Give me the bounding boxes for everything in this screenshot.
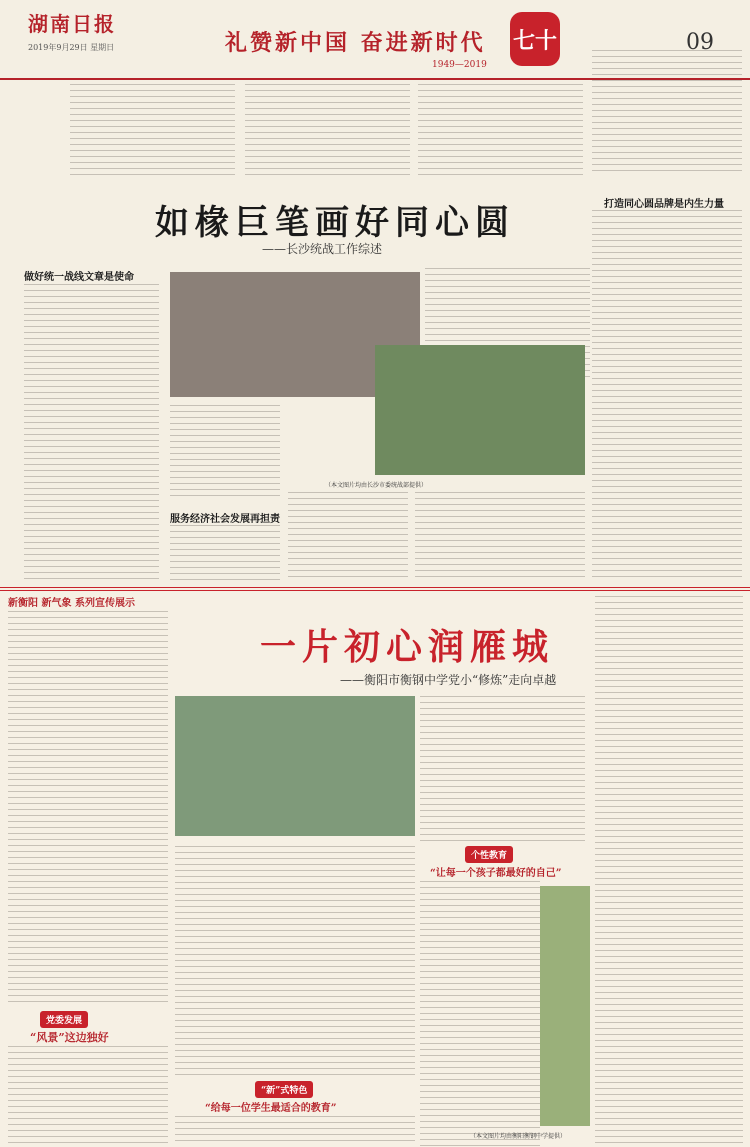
teachers-photo — [175, 696, 415, 836]
bottom-text-col-1 — [8, 611, 168, 1006]
right-text-top — [592, 50, 742, 175]
intro-text-1 — [70, 84, 235, 179]
body-text-col-3 — [170, 405, 280, 500]
section-head-2: 服务经济社会发展再担责 — [170, 514, 280, 525]
intro-text-3 — [418, 84, 583, 179]
tag-individual: 个性教育 — [465, 846, 513, 863]
page-slogan: 礼赞新中国 奋进新时代 — [225, 30, 486, 56]
subheadline-top: ——长沙统战工作综述 — [262, 242, 383, 256]
bottom-text-col-1b — [8, 1046, 168, 1146]
body-text-col-1 — [24, 284, 159, 579]
body-text-col-5 — [288, 492, 408, 580]
section-head-1: 做好统一战线文章是使命 — [24, 272, 134, 283]
tag-new: “新”式特色 — [255, 1081, 313, 1098]
body-text-col-6 — [415, 492, 585, 580]
photo-caption-top: （本文图片均由长沙市委统战部提供） — [325, 482, 428, 489]
bottom-text-col-4 — [175, 846, 415, 1076]
issue-date: 2019年9月29日 星期日 — [28, 43, 115, 52]
tag-party-headline: “风景”这边独好 — [30, 1031, 109, 1044]
campus-photo — [540, 886, 590, 1126]
intro-text-2 — [245, 84, 410, 179]
seventy-badge: 七十 — [510, 12, 560, 66]
bottom-article — [0, 587, 750, 1147]
body-text-col-right — [592, 210, 742, 580]
anniversary-years: 1949—2019 — [432, 60, 487, 70]
newspaper-logo: 湖南日报 — [28, 12, 116, 36]
tag-party: 党委发展 — [40, 1011, 88, 1028]
tag-new-headline: “给每一位学生最适合的教育” — [205, 1103, 337, 1114]
tag-individual-headline: “让每一个孩子都最好的自己” — [430, 868, 562, 879]
bottom-text-col-right — [595, 596, 743, 1146]
body-text-col-4 — [170, 525, 280, 580]
series-title: 新衡阳 新气象 系列宣传展示 — [8, 598, 135, 609]
section-head-3: 打造同心圆品牌是内生力量 — [604, 199, 724, 210]
bottom-text-col-2 — [420, 696, 585, 841]
group-photo — [375, 345, 585, 475]
subheadline-bottom: ——衡阳市衡钢中学党小“修炼”走向卓越 — [340, 673, 557, 687]
bottom-text-col-3 — [420, 881, 540, 1146]
bottom-text-col-5 — [175, 1116, 415, 1146]
photo-caption-bottom: （本文图片均由衡阳衡钢中学提供） — [470, 1133, 567, 1140]
headline-bottom: 一片初心润雁城 — [260, 626, 555, 668]
page-number: 09 — [686, 30, 714, 55]
headline-top: 如椽巨笔画好同心圆 — [155, 203, 515, 243]
